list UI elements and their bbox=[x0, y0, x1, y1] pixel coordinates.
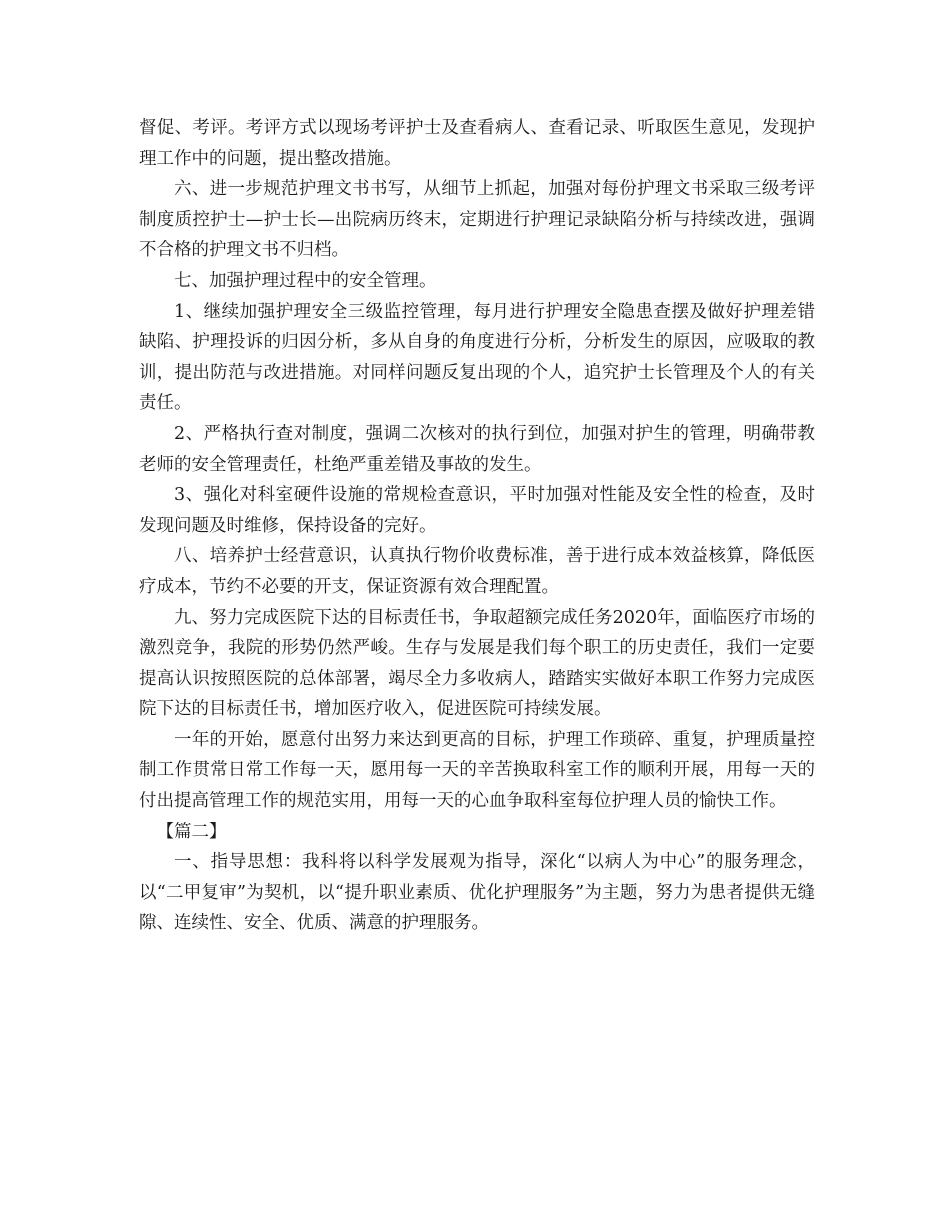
paragraph-section-9: 九、努力完成医院下达的目标责任书，争取超额完成任务2020年，面临医疗市场的激烈竞争，我院的形势仍然严峻。生存与发展是我们每个职工的历史责任，我们一定要提高认识按照医院的总体部署，竭尽全力多收病人，踏踏实实做好本职工作努力完成医院下达的目标责任书，增加医疗收入，促进医院可持续发展。 bbox=[139, 607, 815, 720]
paragraph-section-8: 八、培养护士经营意识，认真执行物价收费标准，善于进行成本效益核算，降低医疗成本，节约不必要的开支，保证资源有效合理配置。 bbox=[139, 546, 815, 597]
paragraph-closing: 一年的开始，愿意付出努力来达到更高的目标，护理工作琐碎、重复，护理质量控制工作贯常日常工作每一天，愿用每一天的辛苦换取科室工作的顺利开展，用每一天的付出提高管理工作的规范实用，用每一天的心血争取科室每位护理人员的愉快工作。 bbox=[139, 729, 815, 812]
paragraph-item-3: 3、强化对科室硬件设施的常规检查意识，平时加强对性能及安全性的检查，及时发现问题及时维修，保持设备的完好。 bbox=[139, 485, 815, 536]
paragraph-section-6: 六、进一步规范护理文书书写，从细节上抓起，加强对每份护理文书采取三级考评制度质控护士—护士长—出院病历终末，定期进行护理记录缺陷分析与持续改进，强调不合格的护理文书不归档。 bbox=[139, 179, 815, 261]
paragraph-guiding-idea: 一、指导思想：我科将以科学发展观为指导，深化“以病人为中心”的服务理念，以“二甲复审”为契机，以“提升职业素质、优化护理服务”为主题，努力为患者提供无缝隙、连续性、安全、优质、满意的护理服务。 bbox=[139, 852, 815, 934]
paragraph-section-7: 七、加强护理过程中的安全管理。 bbox=[174, 270, 437, 291]
paragraph-item-1: 1、继续加强护理安全三级监控管理，每月进行护理安全隐患查摆及做好护理差错缺陷、护理投诉的归因分析，多从自身的角度进行分析，分析发生的原因，应吸取的教训，提出防范与改进措施。对同样问题反复出现的个人，追究护士长管理及个人的有关责任。 bbox=[139, 301, 815, 414]
section-heading-part-two: 【篇二】 bbox=[156, 821, 227, 842]
document-body bbox=[139, 113, 815, 939]
paragraph-item-2: 2、严格执行查对制度，强调二次核对的执行到位，加强对护生的管理，明确带教老师的安全管理责任，杜绝严重差错及事故的发生。 bbox=[139, 423, 815, 475]
paragraph-continuation: 督促、考评。考评方式以现场考评护士及查看病人、查看记录、听取医生意见，发现护理工作中的问题，提出整改措施。 bbox=[139, 118, 815, 169]
